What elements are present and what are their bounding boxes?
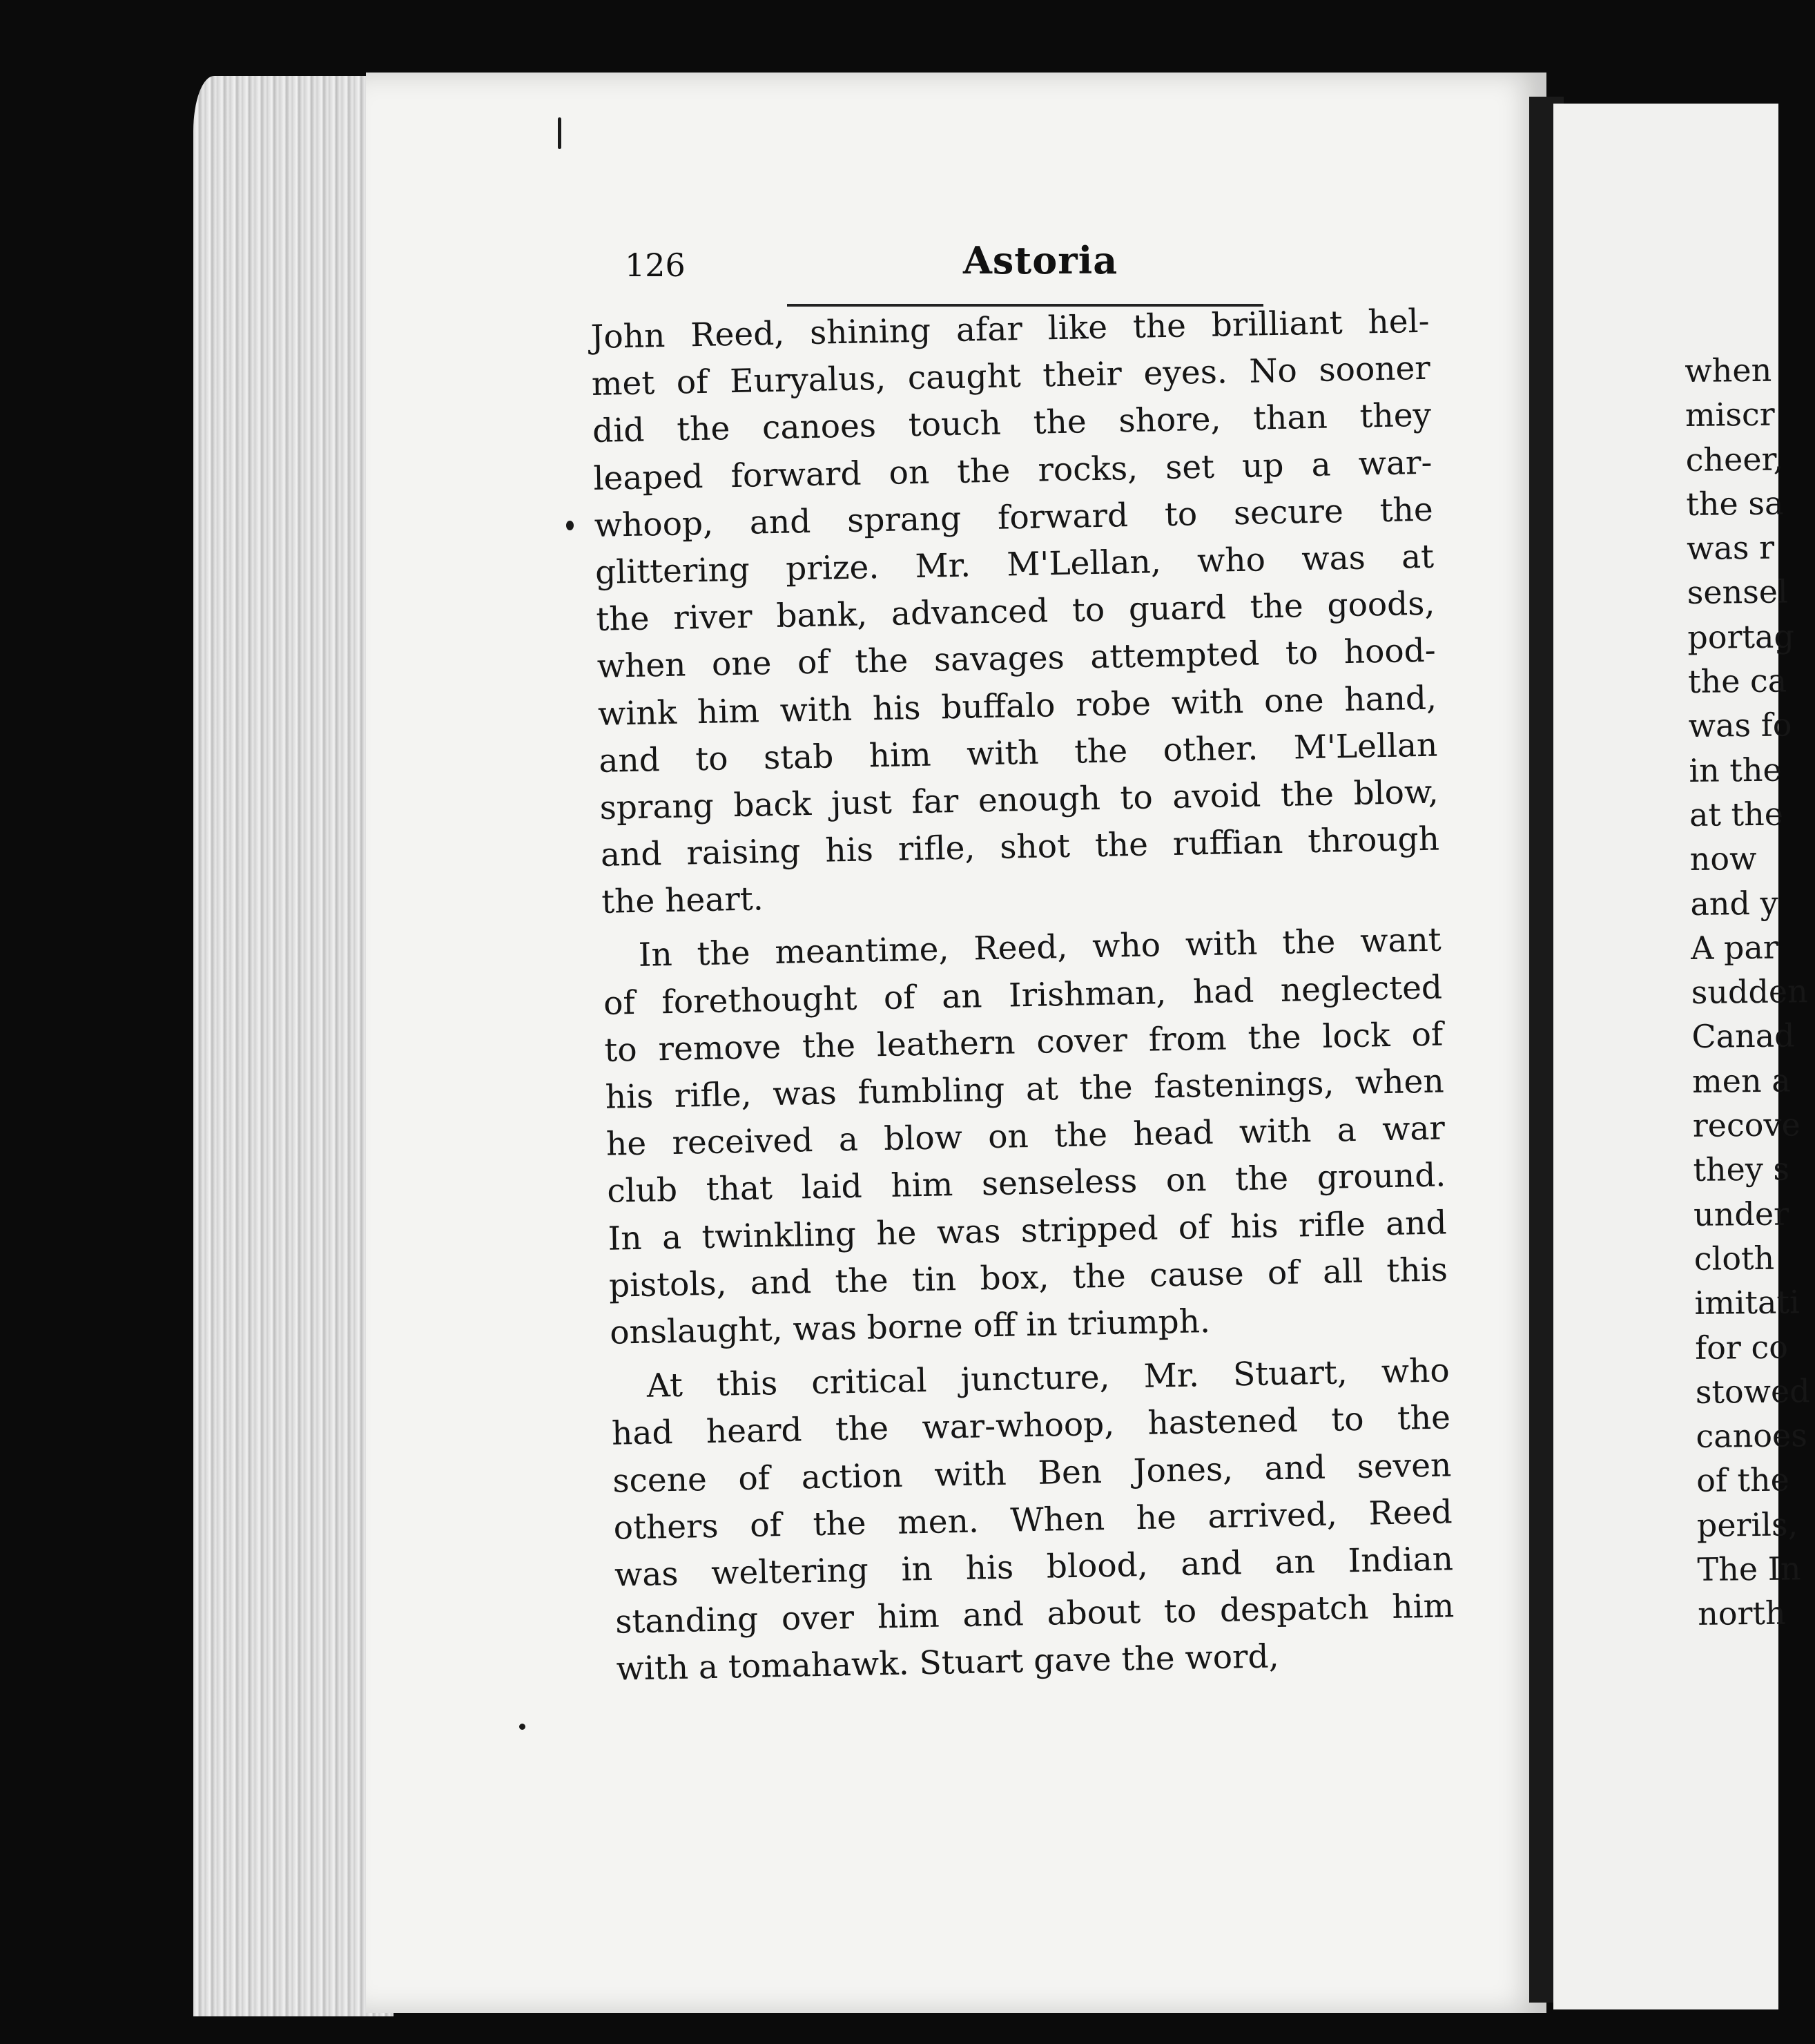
text-line: pistols, and the tin box, the cause of all this <box>608 1251 1448 1305</box>
text-line: club that laid him senseless on the ground. <box>606 1156 1446 1211</box>
right-page-line: canoes <box>1696 1416 1808 1456</box>
text-line: did the canoes touch the shore, than they <box>592 396 1432 451</box>
page-number: 126 <box>625 247 686 284</box>
text-line: his rifle, was fumbling at the fastenings, when <box>605 1062 1445 1117</box>
right-page-line: at the <box>1689 795 1784 833</box>
text-line: to remove the leathern cover from the lock of <box>603 1015 1444 1070</box>
text-line: onslaught, was borne off in triumph. <box>609 1302 1211 1352</box>
right-page-line: sudden <box>1691 972 1809 1012</box>
right-page-line: imitati <box>1694 1283 1800 1322</box>
text-line: standing over him and about to despatch him <box>614 1587 1455 1641</box>
text-line: glittering prize. Mr. M'Lellan, who was at <box>594 537 1435 592</box>
right-page-line: men a <box>1691 1061 1791 1100</box>
right-page-line: north <box>1697 1594 1786 1633</box>
text-line: John Reed, shining afar like the brilliant hel- <box>590 302 1430 356</box>
scan-speck <box>566 521 574 530</box>
body-text <box>590 298 1455 1693</box>
scan-speck <box>519 1724 525 1730</box>
right-page-line: for co <box>1694 1328 1789 1367</box>
right-page-line: in the <box>1689 751 1782 789</box>
right-page-line: portag <box>1687 617 1795 656</box>
right-page-line: was fo <box>1688 706 1792 745</box>
right-page-line: when <box>1685 351 1772 389</box>
text-line: whoop, and sprang forward to secure the <box>594 490 1434 545</box>
right-page-line: perils, <box>1696 1505 1798 1544</box>
page-edges <box>193 76 394 2016</box>
text-line: the heart. <box>601 880 764 922</box>
right-page-line: sensel <box>1687 572 1788 612</box>
text-line: he received a blow on the head with a war <box>605 1109 1446 1164</box>
text-line: and to stab him with the other. M'Lellan <box>598 726 1438 780</box>
right-page-line: miscr <box>1685 395 1775 434</box>
text-line: wink him with his buffalo robe with one hand, <box>597 679 1437 733</box>
right-page-line: now <box>1689 840 1757 878</box>
right-page-line: of the <box>1696 1460 1790 1500</box>
right-page-line: The In <box>1697 1550 1801 1588</box>
right-page-line: the sa <box>1686 484 1784 523</box>
text-line: and raising his rifle, shot the ruffian through <box>600 820 1440 874</box>
scan-speck <box>558 117 561 149</box>
text-line: when one of the savages attempted to hood- <box>596 631 1437 686</box>
text-line: In a twinkling he was stripped of his rifle and <box>608 1203 1448 1258</box>
right-page-line: stowed <box>1695 1372 1810 1411</box>
right-page-line: was r <box>1686 528 1775 568</box>
right-page-line: Canad <box>1691 1016 1795 1056</box>
right-page-line: and y <box>1690 884 1778 923</box>
right-page-line: recove <box>1692 1106 1801 1144</box>
right-page-line: A par <box>1690 928 1779 967</box>
right-page-line: they s <box>1693 1150 1790 1189</box>
text-line: was weltering in his blood, and an Indian <box>614 1540 1454 1594</box>
text-line: sprang back just far enough to avoid the blow, <box>599 773 1439 827</box>
text-line: of forethought of an Irishman, had neglected <box>603 968 1443 1023</box>
text-line: with a tomahawk. Stuart gave the word, <box>616 1637 1280 1688</box>
right-page-line: cheer, <box>1685 440 1784 479</box>
text-line: At this critical juncture, Mr. Stuart, who <box>646 1351 1450 1405</box>
text-line: leaped forward on the rocks, set up a war- <box>593 443 1433 498</box>
text-line: had heard the war-whoop, hastened to the <box>611 1398 1451 1454</box>
text-line: others of the men. When he arrived, Reed <box>613 1493 1453 1548</box>
text-line: met of Euryalus, caught their eyes. No sooner <box>591 349 1431 404</box>
right-page-line: under <box>1693 1195 1789 1233</box>
right-page-line: the ca <box>1687 662 1787 701</box>
text-line: scene of action with Ben Jones, and seven <box>612 1445 1452 1501</box>
text-line: In the meantime, Reed, who with the want <box>638 920 1442 975</box>
page-title: Astoria <box>963 238 1118 282</box>
right-page-line: cloth <box>1693 1239 1775 1278</box>
right-page-text <box>1685 347 1815 1636</box>
text-line: the river bank, advanced to guard the goods, <box>595 584 1435 639</box>
